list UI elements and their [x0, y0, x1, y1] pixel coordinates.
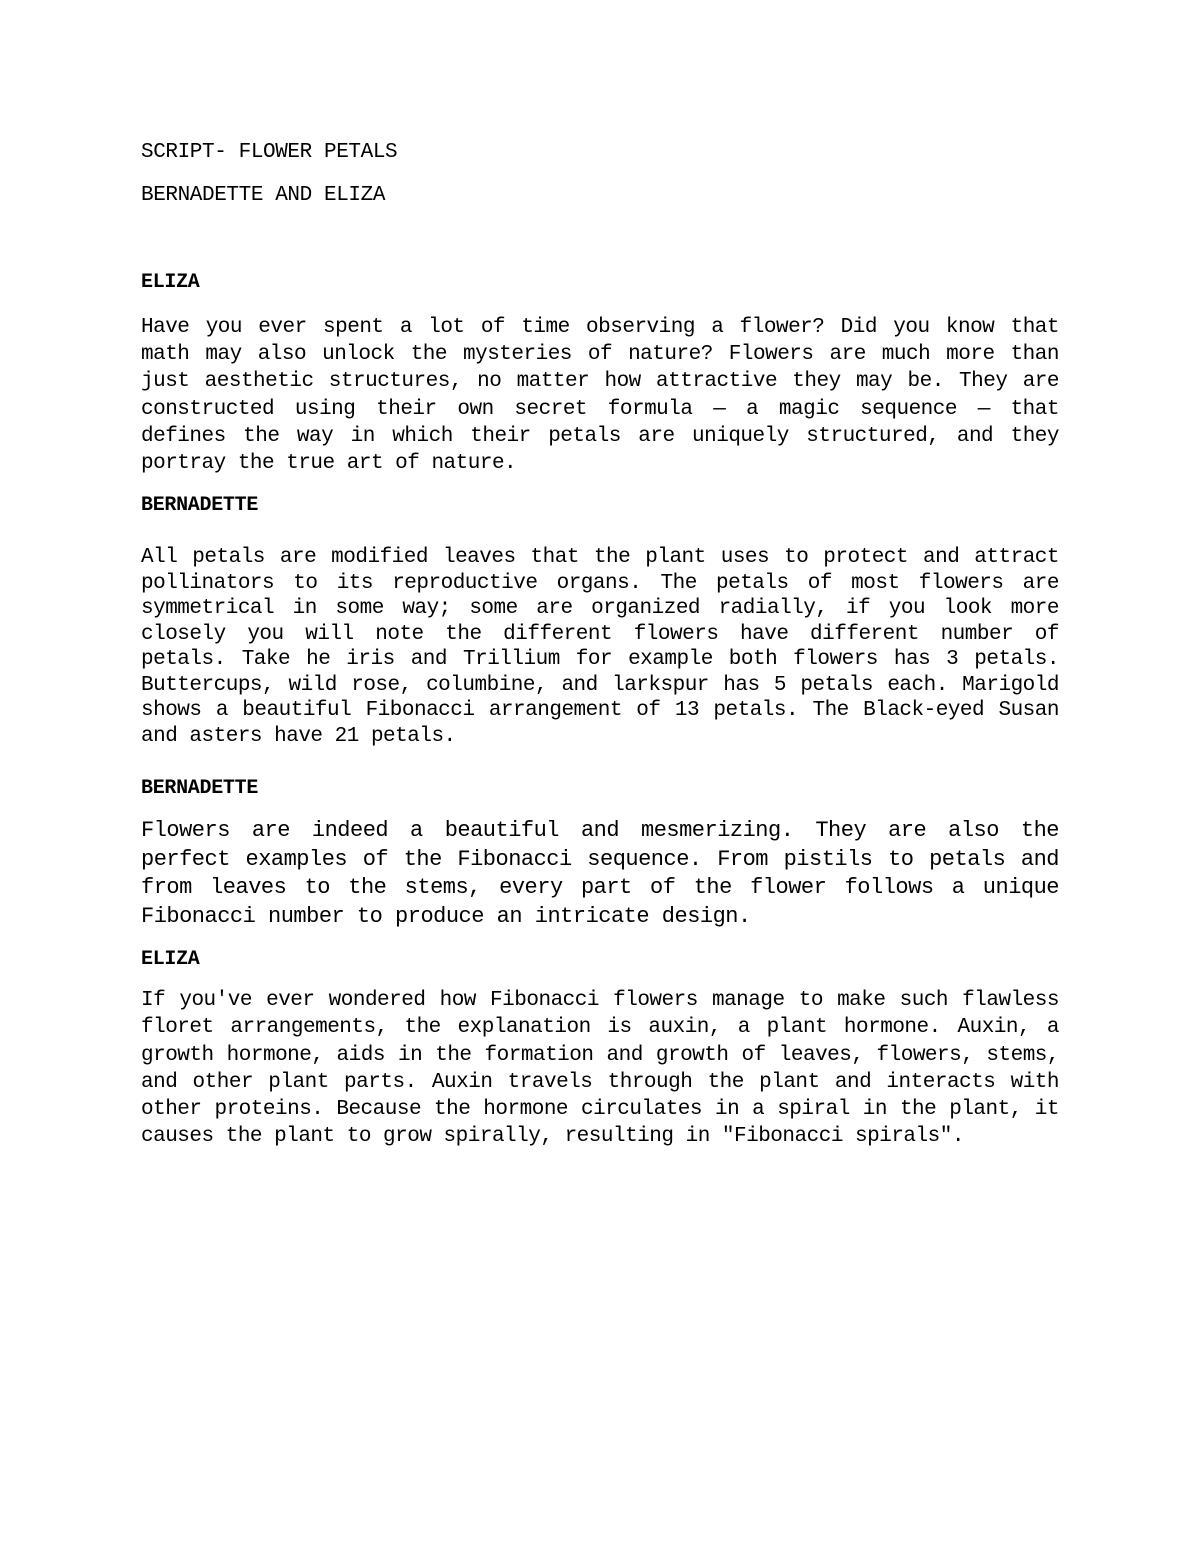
script-authors: BERNADETTE AND ELIZA: [141, 184, 386, 207]
document-page: [141, 138, 1059, 1150]
speaker-heading: BERNADETTE: [141, 777, 259, 801]
dialogue-paragraph: Have you ever spent a lot of time observing a flower? Did you know that math may also unlock the mysteries of nature? Flowers are much more than just aesthetic structures, no matter how attractive they may be. They are constructed using their own secret formula — a magic sequence — that defines the way in which their petals are uniquely structured, and they portray the true art of nature.: [141, 316, 1059, 476]
dialogue-paragraph: All petals are modified leaves that the plant uses to protect and attract pollinators to its reproductive organs. The petals of most flowers are symmetrical in some way; some are organized radially, if you look more closely you will note the different flowers have different number of petals. Take he iris and Trillium for example both flowers has 3 petals. Buttercups, wild rose, columbine, and larkspur has 5 petals each. Marigold shows a beautiful Fibonacci arrangement of 13 petals. The Black-eyed Susan and asters have 21 petals.: [141, 546, 1059, 748]
speaker-heading: ELIZA: [141, 948, 200, 972]
dialogue-paragraph: Flowers are indeed a beautiful and mesmerizing. They are also the perfect examples of the Fibonacci sequence. From pistils to petals and from leaves to the stems, every part of the flower follows a unique Fibonacci number to produce an intricate design.: [141, 818, 1059, 929]
speaker-heading: ELIZA: [141, 271, 200, 294]
script-title: SCRIPT- FLOWER PETALS: [141, 141, 398, 164]
dialogue-paragraph: If you've ever wondered how Fibonacci flowers manage to make such flawless floret arrangements, the explanation is auxin, a plant hormone. Auxin, a growth hormone, aids in the formation and growth of leaves, flowers, stems, and other plant parts. Auxin travels through the plant and interacts with other proteins. Because the hormone circulates in a spiral in the plant, it causes the plant to grow spirally, resulting in "Fibonacci spirals".: [141, 989, 1059, 1149]
speaker-heading: BERNADETTE: [141, 494, 259, 518]
